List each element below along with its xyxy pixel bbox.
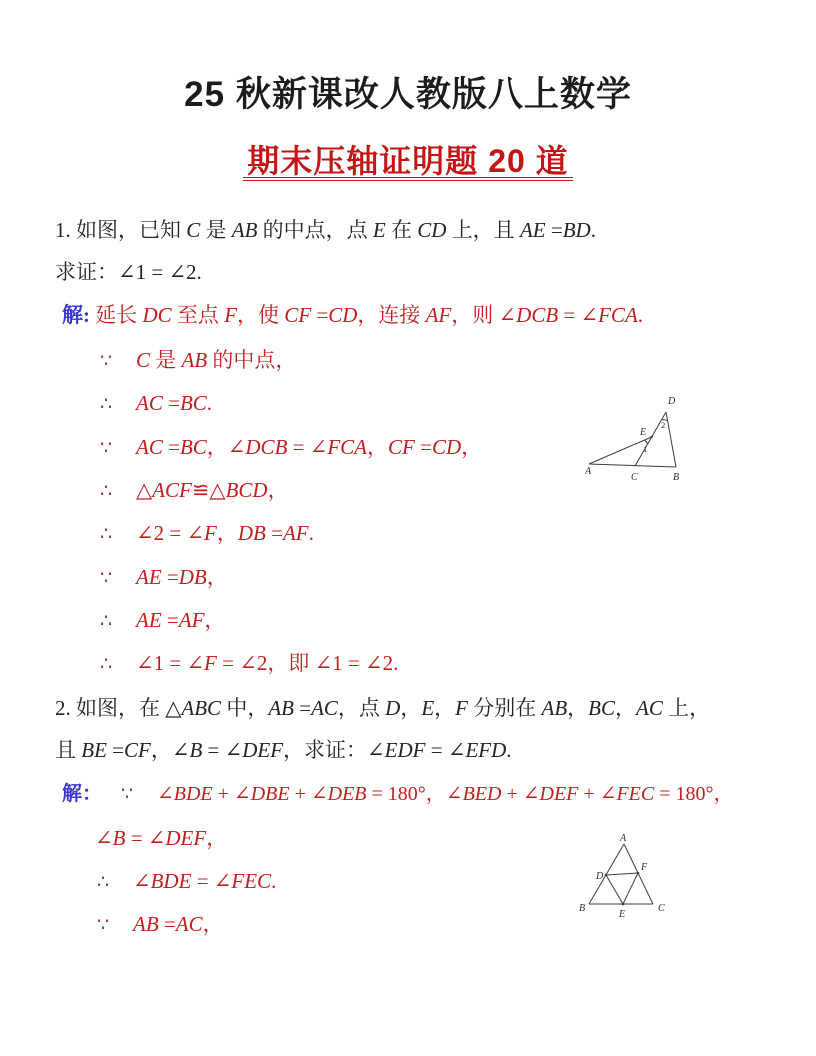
triangle-figure-2 [575, 833, 670, 925]
step-text: C 是 AB 的中点， [136, 348, 297, 372]
problem2-step [97, 868, 276, 896]
problem1-statement-line2: 求证：∠1 = ∠2. [55, 260, 202, 284]
therefore-symbol: ∴ [97, 872, 110, 893]
problem1-step [100, 434, 482, 462]
problem1-step [100, 390, 212, 418]
solution-label: 解: [62, 303, 90, 327]
vertex-label-B: B [579, 903, 586, 914]
page-title: 25 秋新课改人教版八上数学 [184, 75, 632, 114]
vertex-label-E: E [640, 427, 647, 438]
vertex-label-B: B [673, 472, 680, 483]
problem2-step [95, 825, 227, 851]
because-symbol: ∵ [100, 438, 113, 459]
page-subtitle-text: 期末压轴证明题 20 道 [243, 148, 572, 181]
angle-label-2: 2 [661, 420, 666, 430]
step-text: ∠BDE + ∠DBE + ∠DEB = 180°，∠BED + ∠DEF + ∠FEC = 180°， [157, 783, 734, 805]
problem1-figure [585, 390, 697, 491]
step-text: AE =AF， [136, 608, 226, 632]
solution-label: 解： [62, 783, 102, 805]
problem2-statement-line1: 2. 如图，在 △ABC 中，AB =AC，点 D，E，F 分别在 AB，BC，AC 上， [55, 696, 711, 720]
triangle-figure-1 [585, 390, 697, 486]
problem1-step [100, 477, 289, 505]
vertex-label-F: F [641, 862, 648, 873]
solution-intro-text: 延长 DC 至点 F，使 CF =CD，连接 AF，则 ∠DCB = ∠FCA. [95, 303, 644, 327]
problem1-step [100, 650, 398, 678]
problem1-step [100, 347, 296, 375]
problem2-step [97, 911, 224, 939]
because-symbol: ∵ [97, 915, 110, 936]
step-text: ∠2 = ∠F，DB =AF. [136, 521, 314, 545]
because-symbol: ∵ [121, 784, 134, 805]
because-symbol: ∵ [100, 351, 113, 372]
step-text: ∠B = ∠DEF， [95, 826, 228, 850]
problem1-step [100, 607, 225, 635]
step-text: AB =AC， [133, 912, 224, 936]
therefore-symbol: ∴ [100, 524, 113, 545]
vertex-label-C: C [658, 903, 665, 914]
step-text: △ACF≌△BCD， [136, 478, 289, 502]
step-text: ∠BDE = ∠FEC. [133, 869, 277, 893]
vertex-label-D: D [596, 871, 604, 882]
step-text: AC =BC，∠DCB = ∠FCA，CF =CD， [136, 435, 483, 459]
problem1-step [100, 564, 228, 592]
problem1-step [100, 520, 314, 548]
because-symbol: ∵ [100, 568, 113, 589]
vertex-label-C: C [631, 472, 638, 483]
vertex-label-A: A [620, 833, 627, 844]
problem2-statement-line2: 且 BE =CF，∠B = ∠DEF，求证：∠EDF = ∠EFD. [55, 738, 512, 762]
vertex-label-E: E [619, 909, 626, 920]
problem1-solution-intro [62, 302, 643, 328]
step-text: ∠1 = ∠F = ∠2，即 ∠1 = ∠2. [136, 651, 399, 675]
step-text: AC =BC. [136, 391, 213, 415]
therefore-symbol: ∴ [100, 481, 113, 502]
page-subtitle [0, 143, 816, 181]
therefore-symbol: ∴ [100, 611, 113, 632]
therefore-symbol: ∴ [100, 654, 113, 675]
vertex-label-D: D [668, 396, 676, 407]
step-text: AE =DB， [136, 565, 228, 589]
vertex-label-A: A [585, 466, 592, 477]
problem1-statement-line1: 1. 如图，已知 C 是 AB 的中点，点 E 在 CD 上，且 AE =BD. [55, 218, 596, 242]
problem2-solution-line [62, 781, 734, 808]
therefore-symbol: ∴ [100, 394, 113, 415]
angle-label-1: 1 [643, 444, 648, 454]
problem2-figure [575, 833, 670, 930]
